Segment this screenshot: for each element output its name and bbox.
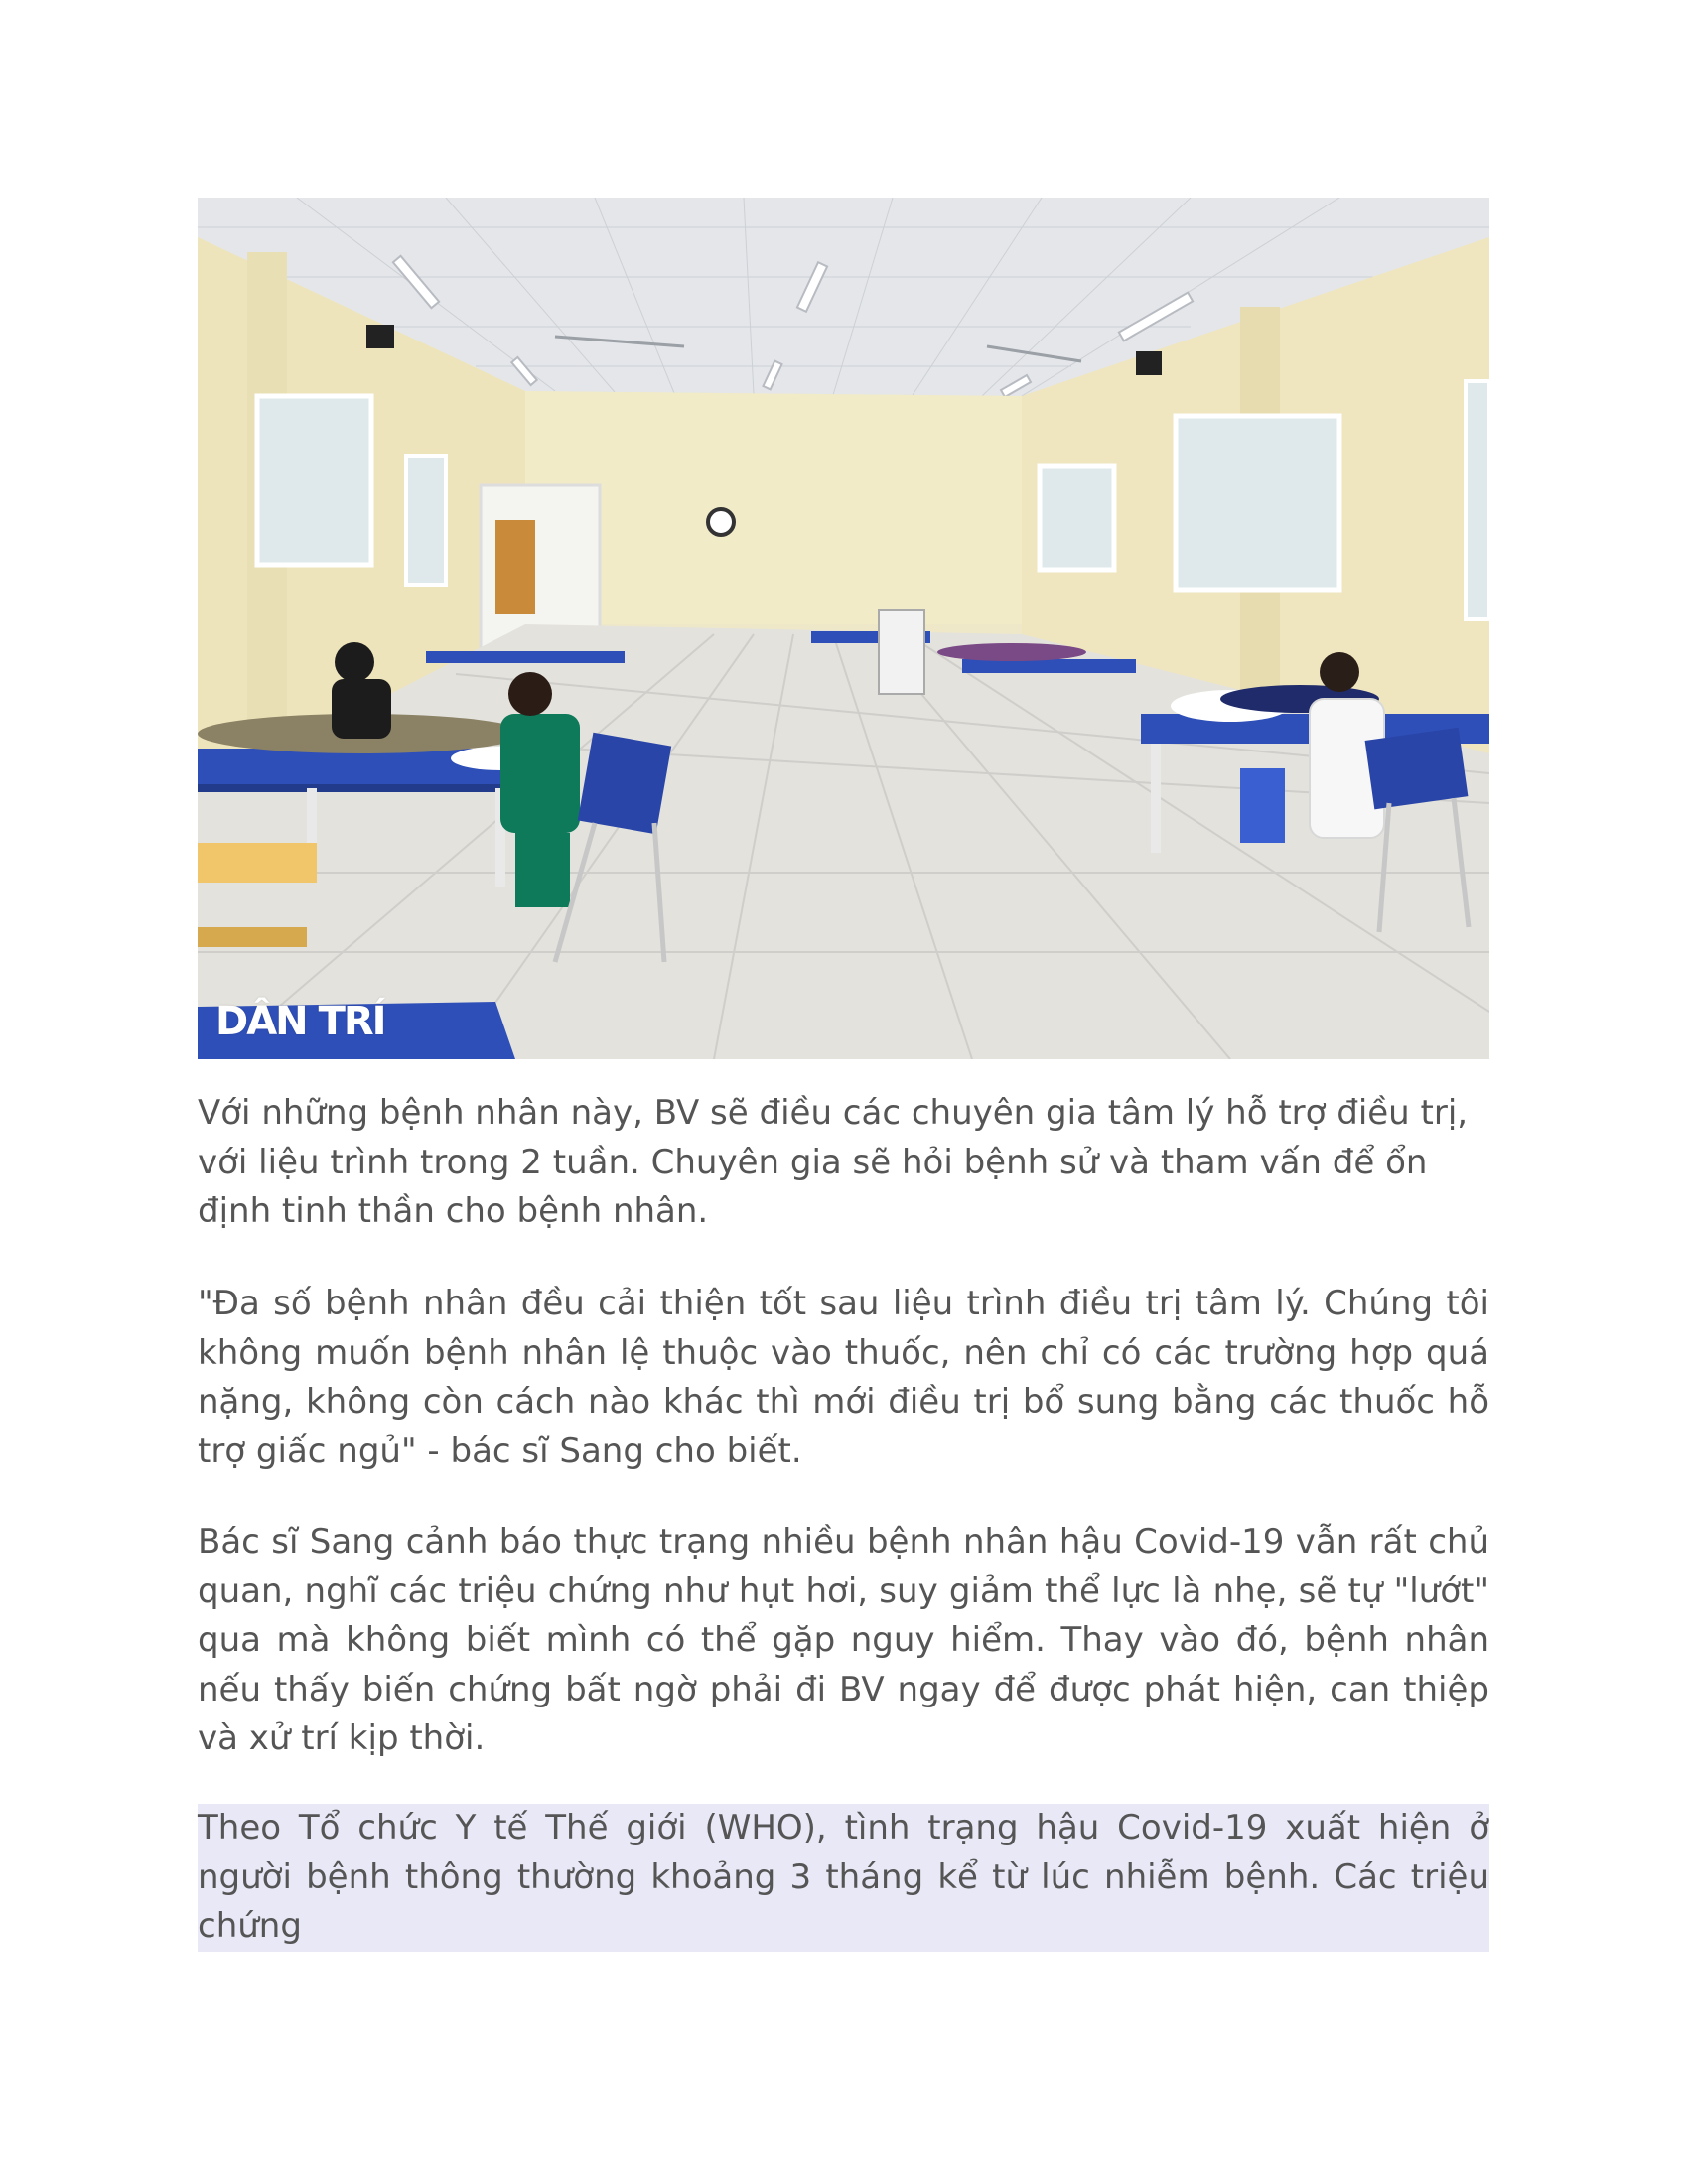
photo-watermark: DÂN TRÍ <box>215 999 385 1044</box>
article-photo <box>198 198 1489 1059</box>
rehab-room-illustration <box>198 198 1489 1059</box>
paragraph-4-highlighted: Theo Tổ chức Y tế Thế giới (WHO), tình trạng hậu Covid-19 xuất hiện ở người bệnh thông thường khoảng 3 tháng kể từ lúc nhiễm bệnh. Các triệu chứng <box>198 1804 1489 1952</box>
paragraph-1: Với những bệnh nhân này, BV sẽ điều các chuyên gia tâm lý hỗ trợ điều trị, với liệu trình trong 2 tuần. Chuyên gia sẽ hỏi bệnh sử và tham vấn để ổn định tinh thần cho bệnh nhân. <box>198 1093 1469 1231</box>
paragraph-2: "Đa số bệnh nhân đều cải thiện tốt sau liệu trình điều trị tâm lý. Chúng tôi không muốn bệnh nhân lệ thuộc vào thuốc, nên chỉ có các trường hợp quá nặng, không còn cách nào khác thì mới điều trị bổ sung bằng các thuốc hỗ trợ giấc ngủ" - bác sĩ Sang cho biết. <box>198 1284 1489 1471</box>
paragraph-3: Bác sĩ Sang cảnh báo thực trạng nhiều bệnh nhân hậu Covid-19 vẫn rất chủ quan, nghĩ các triệu chứng như hụt hơi, suy giảm thể lực là nhẹ, sẽ tự "lướt" qua mà không biết mình có thể gặp nguy hiểm. Thay vào đó, bệnh nhân nếu thấy biến chứng bất ngờ phải đi BV ngay để được phát hiện, can thiệp và xử trí kịp thời. <box>198 1522 1489 1758</box>
